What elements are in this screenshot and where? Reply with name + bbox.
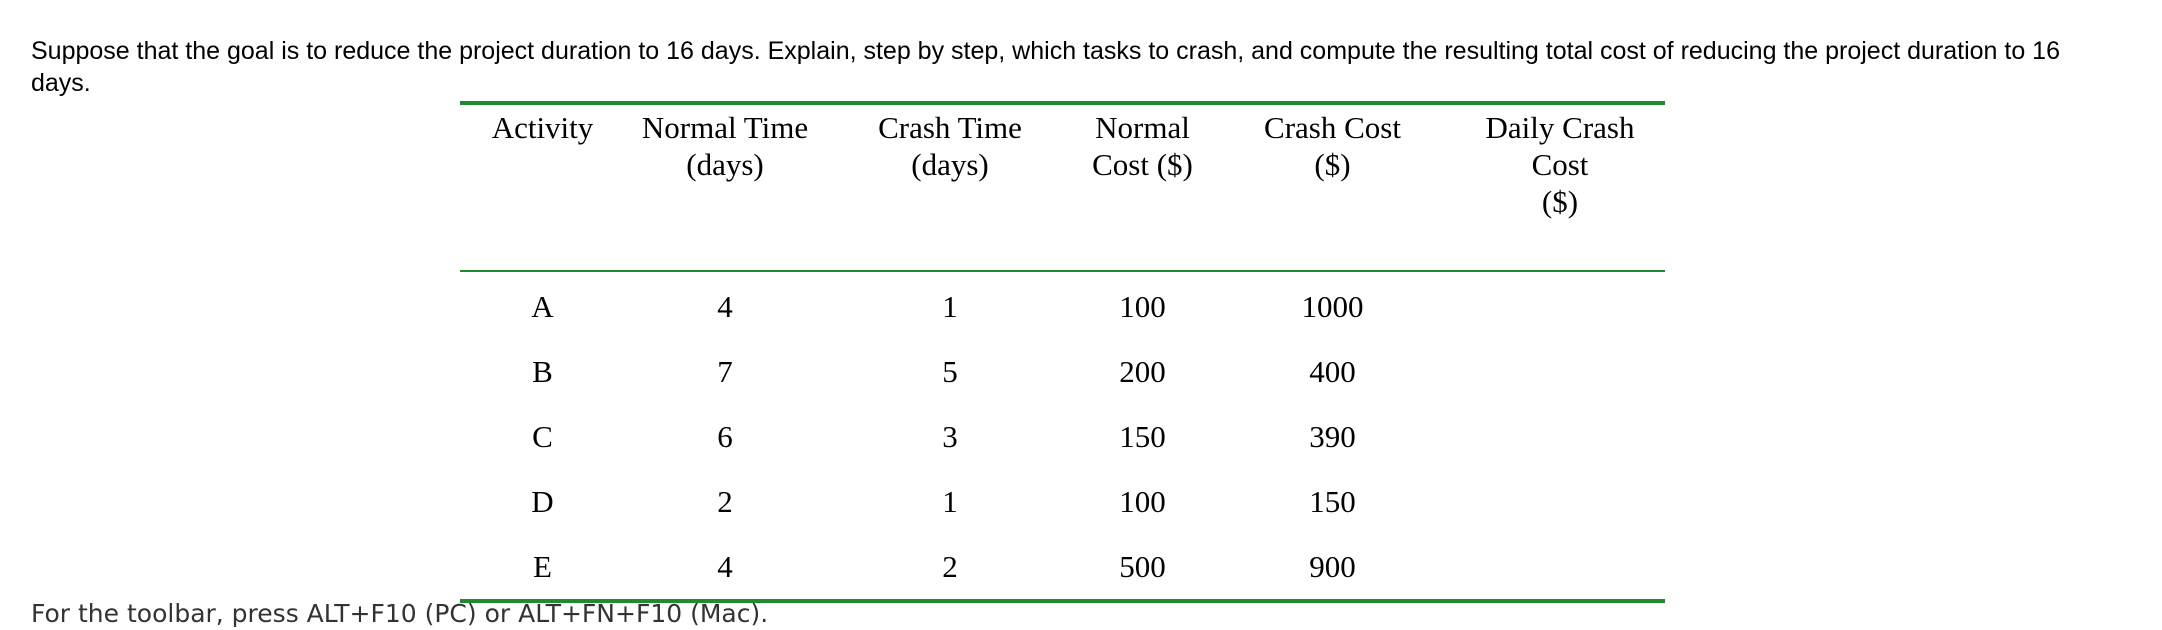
cell-crash-cost: 900 (1309, 549, 1356, 584)
cell-normal-time: 7 (717, 354, 733, 389)
cell-crash-time: 1 (942, 484, 958, 519)
table-row (460, 339, 1665, 404)
toolbar-hint: For the toolbar, press ALT+F10 (PC) or ALT+FN+F10 (Mac). (31, 599, 769, 628)
cell-normal-cost: 200 (1119, 354, 1166, 389)
cell-crash-time: 5 (942, 354, 958, 389)
header-activity (460, 103, 625, 271)
cell-crash-cost: 400 (1309, 354, 1356, 389)
header-crash-time (825, 103, 1075, 271)
table-row (460, 271, 1665, 339)
header-daily-crash-line2: Cost (1531, 147, 1589, 182)
cell-crash-cost: 150 (1309, 484, 1356, 519)
table-row (460, 534, 1665, 601)
crash-cost-table-container (460, 101, 1665, 603)
cell-activity: B (532, 354, 553, 389)
cell-daily-crash-cost[interactable] (1455, 339, 1665, 404)
question-text: Suppose that the goal is to reduce the project duration to 16 days. Explain, step by step, which tasks to crash, and compute the resulting total cost of reducing the project duration to 16 days. (31, 37, 2060, 97)
cell-activity: A (531, 289, 554, 324)
header-crash-cost (1210, 103, 1455, 271)
cell-crash-cost: 1000 (1301, 289, 1364, 324)
cell-normal-cost: 150 (1119, 419, 1166, 454)
table-header-row (460, 103, 1665, 271)
cell-daily-crash-cost[interactable] (1455, 404, 1665, 469)
header-crash-cost-line1: Crash Cost (1264, 110, 1401, 145)
header-daily-crash-line3: ($) (1541, 184, 1579, 219)
cell-activity: C (532, 419, 553, 454)
cell-normal-cost: 100 (1119, 289, 1166, 324)
cell-crash-time: 3 (942, 419, 958, 454)
header-normal-time-line2: (days) (686, 147, 764, 182)
cell-activity: D (531, 484, 554, 519)
cell-normal-time: 6 (717, 419, 733, 454)
header-crash-cost-line2: ($) (1314, 147, 1351, 182)
header-normal-time-line1: Normal Time (641, 110, 809, 145)
cell-crash-cost: 390 (1309, 419, 1356, 454)
cell-daily-crash-cost[interactable] (1455, 534, 1665, 601)
cell-activity: E (533, 549, 552, 584)
header-normal-cost-line1: Normal (1095, 110, 1190, 145)
header-normal-cost (1075, 103, 1210, 271)
cell-normal-time: 2 (717, 484, 733, 519)
header-normal-time (625, 103, 825, 271)
header-daily-crash-cost (1455, 103, 1665, 271)
header-crash-time-line1: Crash Time (878, 110, 1022, 145)
cell-crash-time: 1 (942, 289, 958, 324)
cell-normal-time: 4 (717, 549, 733, 584)
header-crash-time-line2: (days) (911, 147, 989, 182)
table-row (460, 404, 1665, 469)
cell-daily-crash-cost[interactable] (1455, 271, 1665, 339)
crash-cost-table (460, 101, 1665, 603)
cell-normal-cost: 500 (1119, 549, 1166, 584)
cell-daily-crash-cost[interactable] (1455, 469, 1665, 534)
header-normal-cost-line2: Cost ($) (1092, 147, 1193, 182)
header-daily-crash-line1: Daily Crash (1485, 110, 1635, 145)
cell-normal-time: 4 (717, 289, 733, 324)
header-activity-label: Activity (491, 110, 594, 145)
table-row (460, 469, 1665, 534)
cell-crash-time: 2 (942, 549, 958, 584)
cell-normal-cost: 100 (1119, 484, 1166, 519)
